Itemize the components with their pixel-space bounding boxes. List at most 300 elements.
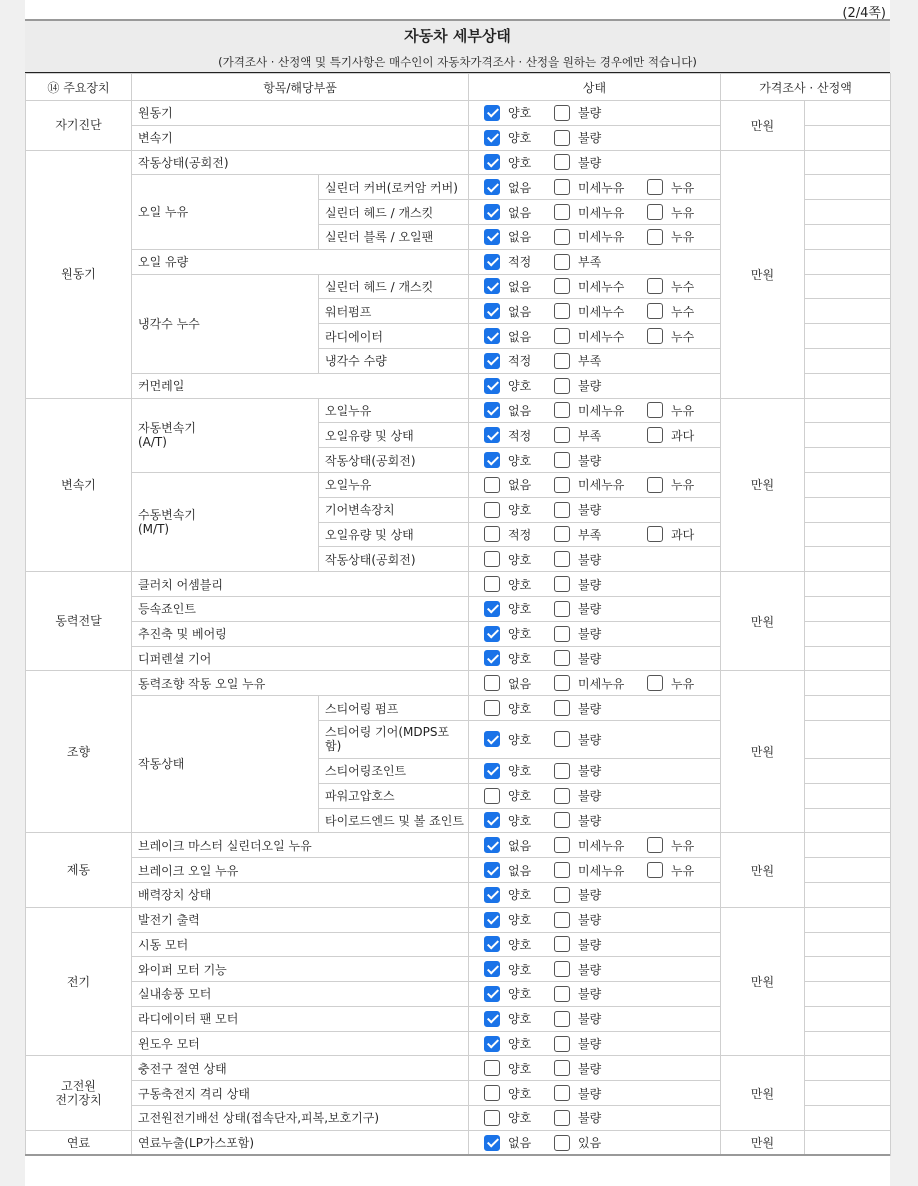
unchecked-checkbox[interactable] (554, 278, 570, 294)
unchecked-checkbox[interactable] (554, 179, 570, 195)
unchecked-checkbox[interactable] (484, 700, 500, 716)
price-input-cell[interactable] (805, 1081, 891, 1106)
checked-checkbox[interactable] (484, 427, 500, 443)
unchecked-checkbox[interactable] (647, 427, 663, 443)
status-option (554, 1060, 624, 1077)
status-options (469, 1006, 721, 1031)
price-input-cell[interactable] (805, 720, 891, 758)
status-option (484, 427, 554, 444)
status-option (554, 377, 624, 394)
option-label: 양호 (508, 602, 532, 617)
checked-checkbox[interactable] (484, 328, 500, 344)
price-input-cell[interactable] (805, 522, 891, 547)
unchecked-checkbox[interactable] (554, 229, 570, 245)
status-options (469, 398, 721, 423)
status-options (469, 101, 721, 126)
checked-checkbox[interactable] (484, 278, 500, 294)
price-input-cell[interactable] (805, 472, 891, 497)
status-option (554, 278, 647, 295)
status-option (554, 179, 647, 196)
form-title: 자동차 세부상태 (404, 27, 511, 45)
option-label: 불량 (578, 627, 602, 642)
status-option (484, 985, 554, 1002)
price-input-cell[interactable] (805, 448, 891, 473)
checked-checkbox[interactable] (484, 204, 500, 220)
price-input-cell[interactable] (805, 671, 891, 696)
price-input-cell[interactable] (805, 249, 891, 274)
unchecked-checkbox[interactable] (554, 402, 570, 418)
price-input-cell[interactable] (805, 882, 891, 907)
checked-checkbox[interactable] (484, 378, 500, 394)
option-label: 누유 (671, 676, 695, 691)
unchecked-checkbox[interactable] (554, 731, 570, 747)
status-option (554, 862, 647, 879)
option-label: 불량 (578, 962, 602, 977)
unchecked-checkbox[interactable] (554, 812, 570, 828)
price-input-cell[interactable] (805, 1056, 891, 1081)
device-category: 동력전달 (26, 572, 132, 671)
checked-checkbox[interactable] (484, 961, 500, 977)
table-row (26, 1056, 891, 1081)
option-label: 과다 (671, 428, 695, 443)
unchecked-checkbox[interactable] (554, 763, 570, 779)
item-label: 스티어링 기어(MDPS포함) (319, 720, 469, 758)
status-options (469, 833, 721, 858)
checked-checkbox[interactable] (484, 986, 500, 1002)
option-label: 양호 (508, 987, 532, 1002)
unchecked-checkbox[interactable] (554, 526, 570, 542)
status-option (554, 700, 624, 717)
unchecked-checkbox[interactable] (554, 105, 570, 121)
option-label: 양호 (508, 577, 532, 592)
status-option (554, 253, 624, 270)
status-option (647, 204, 717, 221)
option-label: 불량 (578, 651, 602, 666)
option-label: 양호 (508, 453, 532, 468)
option-label: 누수 (671, 279, 695, 294)
unchecked-checkbox[interactable] (554, 477, 570, 493)
status-options (469, 783, 721, 808)
option-label: 불량 (578, 552, 602, 567)
option-label: 없음 (508, 180, 532, 195)
checked-checkbox[interactable] (484, 731, 500, 747)
status-option (484, 936, 554, 953)
checked-checkbox[interactable] (484, 763, 500, 779)
checked-checkbox[interactable] (484, 812, 500, 828)
price-input-cell[interactable] (805, 957, 891, 982)
price-input-cell[interactable] (805, 373, 891, 398)
status-option (647, 526, 717, 543)
option-label: 누유 (671, 403, 695, 418)
unchecked-checkbox[interactable] (554, 601, 570, 617)
checked-checkbox[interactable] (484, 1036, 500, 1052)
option-label: 불량 (578, 888, 602, 903)
status-option (554, 228, 647, 245)
price-input-cell[interactable] (805, 596, 891, 621)
checked-checkbox[interactable] (484, 254, 500, 270)
price-input-cell[interactable] (805, 274, 891, 299)
status-options (469, 1081, 721, 1106)
price-input-cell[interactable] (805, 646, 891, 671)
unchecked-checkbox[interactable] (484, 1110, 500, 1126)
option-label: 미세누유 (578, 838, 625, 853)
status-option (554, 1109, 624, 1126)
option-label: 적정 (508, 527, 532, 542)
unchecked-checkbox[interactable] (554, 204, 570, 220)
device-category: 원동기 (26, 150, 132, 398)
unchecked-checkbox[interactable] (554, 1011, 570, 1027)
unchecked-checkbox[interactable] (554, 303, 570, 319)
option-label: 적정 (508, 255, 532, 270)
unchecked-checkbox[interactable] (484, 502, 500, 518)
item-label: 작동상태(공회전) (319, 547, 469, 572)
status-option (554, 476, 647, 493)
unchecked-checkbox[interactable] (554, 1060, 570, 1076)
unchecked-checkbox[interactable] (554, 837, 570, 853)
checked-checkbox[interactable] (484, 601, 500, 617)
unchecked-checkbox[interactable] (554, 862, 570, 878)
unchecked-checkbox[interactable] (647, 477, 663, 493)
option-label: 양호 (508, 732, 532, 747)
item-label: 구동축전지 격리 상태 (132, 1081, 469, 1106)
unchecked-checkbox[interactable] (647, 862, 663, 878)
option-label: 불량 (578, 732, 602, 747)
unchecked-checkbox[interactable] (554, 961, 570, 977)
option-label: 불량 (578, 913, 602, 928)
price-input-cell[interactable] (805, 907, 891, 932)
unchecked-checkbox[interactable] (484, 551, 500, 567)
unchecked-checkbox[interactable] (554, 1110, 570, 1126)
status-option (484, 452, 554, 469)
unchecked-checkbox[interactable] (554, 551, 570, 567)
checked-checkbox[interactable] (484, 154, 500, 170)
sub-category: 자동변속기 (A/T) (132, 398, 319, 472)
status-option (484, 600, 554, 617)
checked-checkbox[interactable] (484, 626, 500, 642)
option-label: 양호 (508, 651, 532, 666)
option-label: 양호 (508, 1086, 532, 1101)
item-label: 와이퍼 모터 기능 (132, 957, 469, 982)
status-options (469, 646, 721, 671)
price-input-cell[interactable] (805, 1031, 891, 1056)
status-options (469, 299, 721, 324)
item-label: 라디에이터 팬 모터 (132, 1006, 469, 1031)
table-row (26, 1130, 891, 1155)
item-label: 클러치 어셈블리 (132, 572, 469, 597)
option-label: 양호 (508, 1061, 532, 1076)
status-option (484, 1134, 554, 1151)
unchecked-checkbox[interactable] (554, 887, 570, 903)
status-option (484, 228, 554, 245)
unchecked-checkbox[interactable] (647, 837, 663, 853)
status-option (554, 812, 624, 829)
unchecked-checkbox[interactable] (647, 526, 663, 542)
status-options (469, 547, 721, 572)
status-options (469, 882, 721, 907)
status-options (469, 175, 721, 200)
option-label: 미세누수 (578, 304, 625, 319)
status-options (469, 957, 721, 982)
header-price: 가격조사 · 산정액 (721, 74, 891, 101)
unchecked-checkbox[interactable] (647, 675, 663, 691)
unchecked-checkbox[interactable] (554, 650, 570, 666)
unchecked-checkbox[interactable] (647, 328, 663, 344)
price-input-cell[interactable] (805, 696, 891, 721)
item-label: 실린더 블록 / 오일팬 (319, 224, 469, 249)
device-category: 연료 (26, 1130, 132, 1155)
item-label: 디퍼렌셜 기어 (132, 646, 469, 671)
price-input-cell[interactable] (805, 783, 891, 808)
unchecked-checkbox[interactable] (554, 154, 570, 170)
checked-checkbox[interactable] (484, 837, 500, 853)
price-unit: 만원 (721, 150, 805, 398)
price-input-cell[interactable] (805, 125, 891, 150)
status-option (484, 762, 554, 779)
option-label: 불량 (578, 453, 602, 468)
status-option (484, 862, 554, 879)
unchecked-checkbox[interactable] (647, 204, 663, 220)
unchecked-checkbox[interactable] (484, 477, 500, 493)
option-label: 없음 (508, 838, 532, 853)
unchecked-checkbox[interactable] (647, 179, 663, 195)
unchecked-checkbox[interactable] (554, 427, 570, 443)
inspection-table (25, 73, 891, 1156)
status-options (469, 758, 721, 783)
status-option (484, 129, 554, 146)
item-label: 작동상태(공회전) (132, 150, 469, 175)
status-option (554, 886, 624, 903)
checked-checkbox[interactable] (484, 936, 500, 952)
unchecked-checkbox[interactable] (554, 353, 570, 369)
status-option (647, 328, 717, 345)
option-label: 없음 (508, 304, 532, 319)
option-label: 누유 (671, 863, 695, 878)
unchecked-checkbox[interactable] (554, 986, 570, 1002)
status-option (647, 476, 717, 493)
checked-checkbox[interactable] (484, 912, 500, 928)
option-label: 양호 (508, 627, 532, 642)
price-input-cell[interactable] (805, 932, 891, 957)
unchecked-checkbox[interactable] (647, 402, 663, 418)
status-option (484, 1060, 554, 1077)
unchecked-checkbox[interactable] (554, 936, 570, 952)
option-label: 불량 (578, 987, 602, 1002)
unchecked-checkbox[interactable] (554, 328, 570, 344)
price-input-cell[interactable] (805, 299, 891, 324)
price-input-cell[interactable] (805, 150, 891, 175)
unchecked-checkbox[interactable] (484, 526, 500, 542)
header-device: ⑭ 주요장치 (26, 74, 132, 101)
price-input-cell[interactable] (805, 224, 891, 249)
unchecked-checkbox[interactable] (484, 1060, 500, 1076)
unchecked-checkbox[interactable] (484, 788, 500, 804)
item-label: 커먼레일 (132, 373, 469, 398)
status-option (484, 1010, 554, 1027)
checked-checkbox[interactable] (484, 353, 500, 369)
option-label: 양호 (508, 701, 532, 716)
price-unit: 만원 (721, 833, 805, 907)
checked-checkbox[interactable] (484, 650, 500, 666)
price-input-cell[interactable] (805, 497, 891, 522)
status-options (469, 423, 721, 448)
table-row (26, 150, 891, 175)
item-label: 파워고압호스 (319, 783, 469, 808)
price-input-cell[interactable] (805, 200, 891, 225)
price-input-cell[interactable] (805, 808, 891, 833)
status-option (554, 625, 624, 642)
unchecked-checkbox[interactable] (484, 675, 500, 691)
unchecked-checkbox[interactable] (554, 788, 570, 804)
option-label: 없음 (508, 329, 532, 344)
unchecked-checkbox[interactable] (554, 254, 570, 270)
unchecked-checkbox[interactable] (554, 912, 570, 928)
unchecked-checkbox[interactable] (647, 303, 663, 319)
option-label: 미세누유 (578, 676, 625, 691)
price-input-cell[interactable] (805, 621, 891, 646)
status-option (484, 328, 554, 345)
unchecked-checkbox[interactable] (647, 278, 663, 294)
price-input-cell[interactable] (805, 1106, 891, 1131)
unchecked-checkbox[interactable] (554, 1135, 570, 1151)
header-row (26, 74, 891, 101)
page-number: (2/4쪽) (842, 6, 886, 21)
status-option (554, 787, 624, 804)
status-option (554, 1134, 624, 1151)
status-options (469, 596, 721, 621)
status-options (469, 522, 721, 547)
price-input-cell[interactable] (805, 398, 891, 423)
status-options (469, 448, 721, 473)
unchecked-checkbox[interactable] (554, 675, 570, 691)
checked-checkbox[interactable] (484, 452, 500, 468)
table-row (26, 671, 891, 696)
device-category: 고전원 전기장치 (26, 1056, 132, 1130)
option-label: 과다 (671, 527, 695, 542)
sub-category: 오일 누유 (132, 175, 319, 249)
checked-checkbox[interactable] (484, 862, 500, 878)
item-label: 배력장치 상태 (132, 882, 469, 907)
price-input-cell[interactable] (805, 858, 891, 883)
item-label: 스티어링 펌프 (319, 696, 469, 721)
unchecked-checkbox[interactable] (554, 1085, 570, 1101)
status-option (484, 961, 554, 978)
status-option (647, 837, 717, 854)
status-options (469, 373, 721, 398)
unchecked-checkbox[interactable] (554, 452, 570, 468)
status-option (484, 377, 554, 394)
item-label: 냉각수 수량 (319, 348, 469, 373)
unchecked-checkbox[interactable] (554, 1036, 570, 1052)
status-option (554, 204, 647, 221)
unchecked-checkbox[interactable] (554, 576, 570, 592)
option-label: 불량 (578, 813, 602, 828)
checked-checkbox[interactable] (484, 887, 500, 903)
option-label: 누수 (671, 329, 695, 344)
status-option (554, 551, 624, 568)
option-label: 부족 (578, 354, 602, 369)
option-label: 누유 (671, 180, 695, 195)
unchecked-checkbox[interactable] (554, 700, 570, 716)
header-status: 상태 (469, 74, 721, 101)
item-label: 실린더 헤드 / 개스킷 (319, 200, 469, 225)
price-input-cell[interactable] (805, 101, 891, 126)
price-input-cell[interactable] (805, 572, 891, 597)
price-input-cell[interactable] (805, 547, 891, 572)
item-label: 연료누출(LP가스포함) (132, 1130, 469, 1155)
option-label: 누유 (671, 478, 695, 493)
checked-checkbox[interactable] (484, 130, 500, 146)
checked-checkbox[interactable] (484, 105, 500, 121)
option-label: 양호 (508, 764, 532, 779)
status-option (554, 402, 647, 419)
checked-checkbox[interactable] (484, 1011, 500, 1027)
option-label: 없음 (508, 676, 532, 691)
price-input-cell[interactable] (805, 833, 891, 858)
price-input-cell[interactable] (805, 1130, 891, 1155)
status-option (554, 936, 624, 953)
unchecked-checkbox[interactable] (554, 378, 570, 394)
item-label: 작동상태(공회전) (319, 448, 469, 473)
option-label: 불량 (578, 602, 602, 617)
status-option (484, 551, 554, 568)
price-input-cell[interactable] (805, 758, 891, 783)
unchecked-checkbox[interactable] (647, 229, 663, 245)
status-option (647, 675, 717, 692)
price-input-cell[interactable] (805, 1006, 891, 1031)
status-option (484, 352, 554, 369)
option-label: 미세누수 (578, 329, 625, 344)
price-input-cell[interactable] (805, 982, 891, 1007)
status-option (484, 204, 554, 221)
checked-checkbox[interactable] (484, 1135, 500, 1151)
status-option (554, 129, 624, 146)
status-option (647, 303, 717, 320)
option-label: 양호 (508, 1111, 532, 1126)
status-option (554, 650, 624, 667)
status-options (469, 671, 721, 696)
item-label: 변속기 (132, 125, 469, 150)
price-input-cell[interactable] (805, 175, 891, 200)
price-input-cell[interactable] (805, 324, 891, 349)
price-input-cell[interactable] (805, 423, 891, 448)
checked-checkbox[interactable] (484, 179, 500, 195)
status-options (469, 621, 721, 646)
status-option (554, 837, 647, 854)
status-option (554, 154, 624, 171)
status-option (554, 352, 624, 369)
option-label: 양호 (508, 937, 532, 952)
checked-checkbox[interactable] (484, 303, 500, 319)
document-page (25, 0, 890, 1186)
item-label: 충전구 절연 상태 (132, 1056, 469, 1081)
option-label: 불량 (578, 155, 602, 170)
unchecked-checkbox[interactable] (554, 502, 570, 518)
unchecked-checkbox[interactable] (484, 576, 500, 592)
status-options (469, 907, 721, 932)
option-label: 미세누유 (578, 403, 625, 418)
price-input-cell[interactable] (805, 348, 891, 373)
option-label: 없음 (508, 478, 532, 493)
unchecked-checkbox[interactable] (484, 1085, 500, 1101)
unchecked-checkbox[interactable] (554, 626, 570, 642)
checked-checkbox[interactable] (484, 229, 500, 245)
item-label: 브레이크 마스터 실린더오일 누유 (132, 833, 469, 858)
status-option (554, 675, 647, 692)
status-options (469, 224, 721, 249)
status-options (469, 1130, 721, 1155)
unchecked-checkbox[interactable] (554, 130, 570, 146)
checked-checkbox[interactable] (484, 402, 500, 418)
